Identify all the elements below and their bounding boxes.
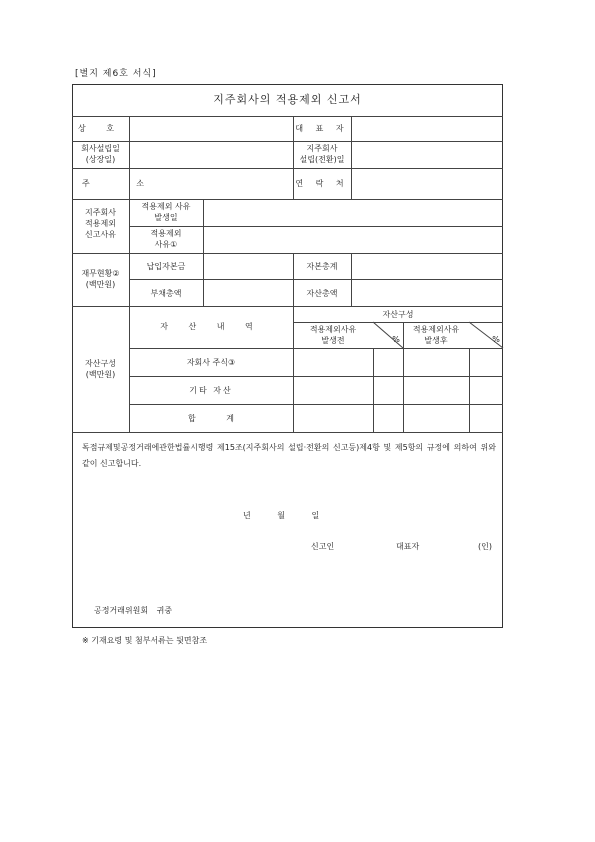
representative-sign-label: 대표자 — [396, 542, 420, 551]
established-label-line2: (상장일) — [85, 155, 116, 164]
before-header — [293, 324, 373, 346]
established-date-field[interactable] — [130, 142, 292, 167]
form-label: [별지 제6호 서식] — [75, 69, 157, 79]
other-before-percent[interactable] — [374, 377, 402, 403]
holding-date-label — [293, 143, 351, 165]
occur-date-field[interactable] — [204, 200, 502, 225]
date-line: 년 월 일 — [243, 511, 320, 520]
holding-date-field[interactable] — [352, 142, 502, 167]
total-before-percent[interactable] — [374, 405, 402, 431]
asset-row-total: 합 계 — [188, 414, 248, 423]
established-label-line1: 회사설립일 — [81, 144, 120, 153]
total-after-percent[interactable] — [470, 405, 502, 431]
holding-label-line2: 설립(전환)일 — [299, 155, 345, 164]
finance-label-line2: (백만원) — [85, 280, 116, 289]
total-before-value[interactable] — [294, 405, 372, 431]
representative-label: 대 표 자 — [295, 124, 349, 133]
subsidiary-after-percent[interactable] — [470, 349, 502, 375]
trade-name-label: 상 호 — [78, 124, 123, 133]
contact-label: 연 락 처 — [295, 179, 349, 188]
exemption-reason-line2: 사유① — [154, 240, 178, 249]
exemption-label — [72, 207, 129, 240]
subsidiary-before-percent[interactable] — [374, 349, 402, 375]
total-capital-field[interactable] — [352, 254, 502, 278]
composition-header: 자산구성 — [382, 310, 414, 319]
total-capital-label: 자본총계 — [306, 262, 338, 271]
after-header — [403, 324, 469, 346]
subsidiary-after-value[interactable] — [404, 349, 468, 375]
after-percent: % — [492, 335, 500, 344]
other-before-value[interactable] — [294, 377, 372, 403]
paid-in-capital-field[interactable] — [204, 254, 292, 278]
address-field[interactable] — [130, 169, 292, 198]
address-label: 주 소 — [82, 179, 166, 188]
asset-composition-label — [72, 358, 129, 380]
after-header-line2: 발생후 — [424, 336, 448, 345]
declaration-text: 독점규제및공정거래에관한법률시행령 제15조(지주회사의 설립·전환의 신고등)제4항 및 제5항의 규정에 의하여 위와 같이 신고합니다. — [82, 443, 496, 468]
footnote: ※ 기재요령 및 첨부서류는 뒷면참조 — [82, 636, 208, 645]
finance-label-line1: 재무현황② — [81, 269, 120, 278]
holding-label-line1: 지주회사 — [306, 144, 338, 153]
asset-row-subsidiary-stock: 자회사 주식③ — [186, 358, 236, 367]
representative-field[interactable] — [352, 117, 502, 140]
trade-name-field[interactable] — [130, 117, 292, 140]
total-assets-label: 자산총액 — [306, 289, 338, 298]
total-assets-field[interactable] — [352, 280, 502, 305]
subsidiary-before-value[interactable] — [294, 349, 372, 375]
reporter-label: 신고인 — [311, 542, 335, 551]
finance-label — [72, 268, 129, 290]
document-title: 지주회사의 적용제외 신고서 — [213, 93, 362, 106]
contact-field[interactable] — [352, 169, 502, 198]
before-percent: % — [392, 335, 400, 344]
established-date-label — [72, 143, 129, 165]
occur-date-line2: 발생일 — [154, 213, 178, 222]
exemption-label-line3: 신고사유 — [85, 230, 116, 239]
exemption-reason-line1: 적용제외 — [150, 229, 182, 238]
before-header-line1: 적용제외사유 — [309, 325, 357, 334]
asset-row-other: 기타 자산 — [189, 386, 233, 395]
asset-label-line2: (백만원) — [85, 370, 116, 379]
exemption-reason-field[interactable] — [204, 227, 502, 252]
total-liabilities-field[interactable] — [204, 280, 292, 305]
total-after-value[interactable] — [404, 405, 468, 431]
paid-in-capital-label: 납입자본금 — [146, 262, 186, 271]
after-header-line1: 적용제외사유 — [412, 325, 460, 334]
addressee: 공정거래위원회 귀중 — [94, 606, 173, 615]
other-after-value[interactable] — [404, 377, 468, 403]
seal-mark: (인) — [478, 542, 492, 551]
exemption-label-line1: 지주회사 — [85, 208, 116, 217]
other-after-percent[interactable] — [470, 377, 502, 403]
asset-label-line1: 자산구성 — [85, 359, 116, 368]
occur-date-line1: 적용제외 사유 — [141, 202, 191, 211]
exemption-reason-label — [129, 228, 203, 250]
exemption-label-line2: 적용제외 — [85, 219, 116, 228]
asset-detail-header: 자 산 내 역 — [160, 322, 262, 331]
occur-date-label — [129, 201, 203, 223]
before-header-line2: 발생전 — [321, 336, 345, 345]
total-liabilities-label: 부채총액 — [150, 289, 182, 298]
